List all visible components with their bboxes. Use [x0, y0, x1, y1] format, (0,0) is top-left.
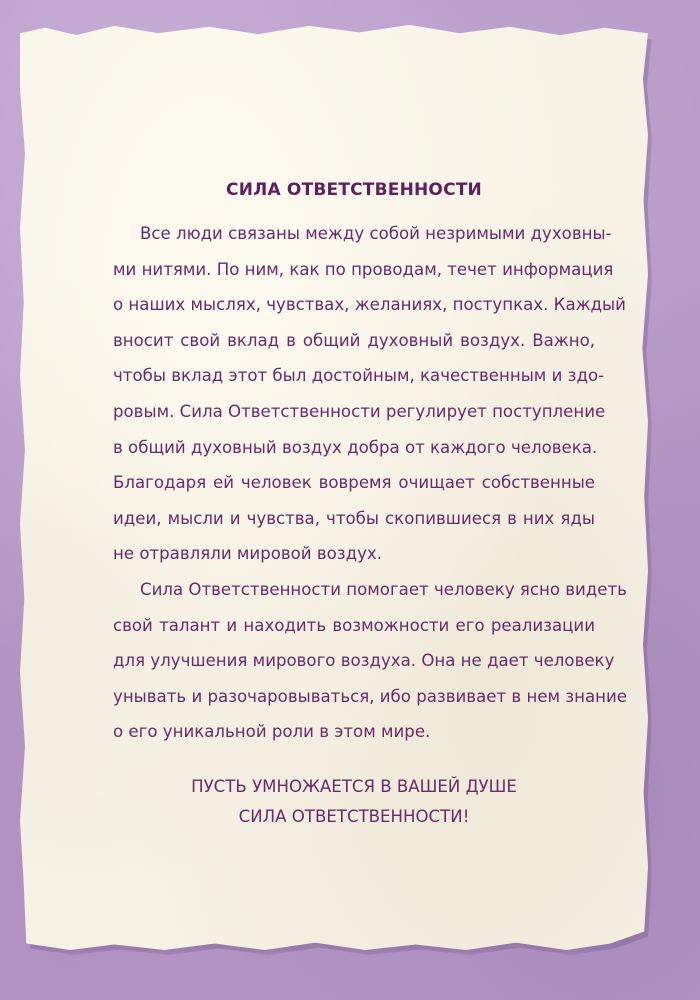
- text-line: чтобы вклад этот был достойным, качественным и здо-: [113, 366, 605, 386]
- text-line: вносит свой вклад в общий духовный воздух. Важно,: [113, 330, 595, 350]
- text-line: не отравляли мировой воздух.: [113, 544, 383, 564]
- article-title: СИЛА ОТВЕТСТВЕННОСТИ: [226, 180, 482, 200]
- text-line: унывать и разочаровываться, ибо развивает в нем знание: [113, 686, 627, 706]
- text-line: ровым. Сила Ответственности регулирует поступление: [113, 401, 606, 421]
- paragraph-1: [113, 216, 626, 572]
- paragraph-2: [113, 572, 627, 750]
- text-line: о наших мыслях, чувствах, желаниях, поступках. Каждый: [113, 295, 626, 315]
- text-line: для улучшения мирового воздуха. Она не дает человеку: [113, 651, 615, 671]
- text-line: Все люди связаны между собой незримыми духовны-: [140, 224, 612, 243]
- article: [113, 180, 627, 832]
- text-line: Благодаря ей человек вовремя очищает собственные: [113, 473, 595, 493]
- text-line: Сила Ответственности помогает человеку ясно видеть: [140, 579, 627, 599]
- text-line: в общий духовный воздух добра от каждого человека.: [113, 437, 598, 457]
- closing-blessing: [113, 772, 595, 832]
- text-line: о его уникальной роли в этом мире.: [113, 722, 431, 742]
- closing-line: ПУСТЬ УМНОЖАЕТСЯ В ВАШЕЙ ДУШЕ: [191, 776, 517, 796]
- text-line: свой талант и находить возможности его реализации: [113, 615, 595, 635]
- text-line: ми нитями. По ним, как по проводам, течет информация: [113, 259, 614, 279]
- text-line: идеи, мысли и чувства, чтобы скопившиеся в них яды: [113, 508, 595, 528]
- closing-line: СИЛА ОТВЕТСТВЕННОСТИ!: [238, 806, 470, 826]
